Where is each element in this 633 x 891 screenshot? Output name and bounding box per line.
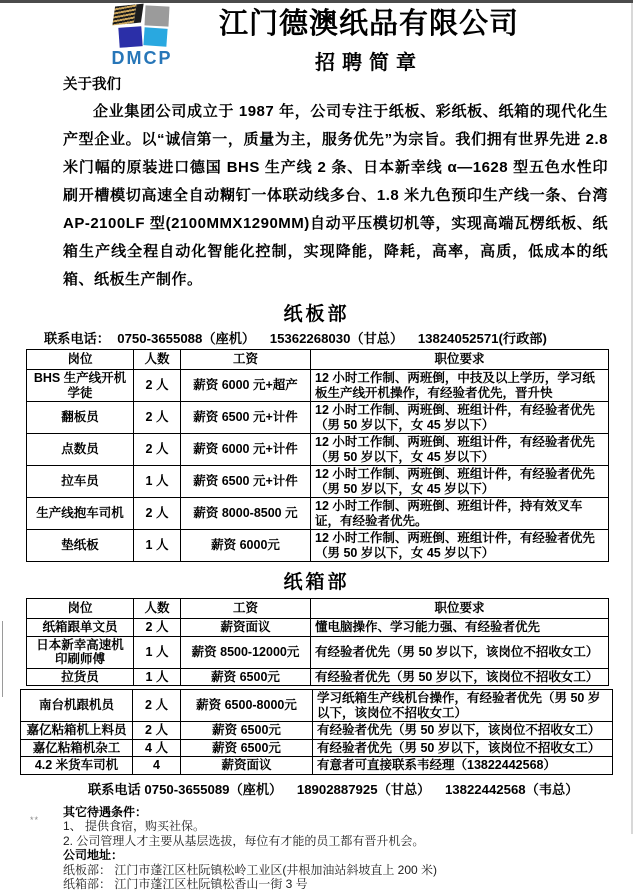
requirements-cell: 懂电脑操作、学习能力强、有经验者优先 bbox=[311, 619, 609, 637]
salary-cell: 薪资 6500元 bbox=[181, 739, 313, 757]
requirements-cell: 12 小时工作制、两班倒、班组计件，持有效叉车证，有经验者优先。 bbox=[311, 498, 609, 530]
position-cell: 垫纸板 bbox=[27, 530, 134, 562]
table-row bbox=[27, 498, 609, 530]
col-header-position: 岗位 bbox=[27, 599, 134, 619]
logo-text: DMCP bbox=[111, 48, 173, 68]
requirements-cell: 有经验者优先（男 50 岁以下，该岗位不招收女工） bbox=[311, 668, 609, 686]
headcount-cell: 1 人 bbox=[134, 530, 181, 562]
table-row bbox=[27, 370, 609, 402]
table-row bbox=[27, 466, 609, 498]
benefit-item: 1、 提供食宿，购买社保。 bbox=[63, 819, 206, 833]
table-row bbox=[21, 739, 613, 757]
requirements-cell: 学习纸箱生产线机台操作，有经验者优先（男 50 岁以下，该岗位不招收女工） bbox=[313, 690, 613, 722]
salary-cell: 薪资 8500-12000元 bbox=[181, 636, 311, 668]
position-cell: 翻板员 bbox=[27, 402, 134, 434]
requirements-cell: 有经验者优先（男 50 岁以下，该岗位不招收女工） bbox=[313, 722, 613, 740]
carton-dept-contact: 联系电话 0750-3655089（座机） 18902887925（甘总） 13822442568（韦总） bbox=[88, 781, 579, 797]
table-row bbox=[27, 530, 609, 562]
position-cell: 日本新幸高速机印刷师傅 bbox=[27, 636, 134, 668]
company-name-title: 江门德澳纸品有限公司 bbox=[218, 8, 519, 40]
benefits-heading: 其它待遇条件： bbox=[63, 804, 148, 819]
address-item: 纸板部： 江门市蓬江区杜阮镇松岭工业区(井根加油站斜坡直上 200 米) bbox=[63, 862, 438, 877]
headcount-cell: 4 bbox=[133, 757, 181, 775]
requirements-cell: 有经验者优先（男 50 岁以下，该岗位不招收女工） bbox=[311, 636, 609, 668]
table-row bbox=[27, 402, 609, 434]
logo-paper-stack-icon bbox=[112, 4, 143, 26]
headcount-cell: 2 人 bbox=[134, 498, 181, 530]
salary-cell: 薪资 6000 元+计件 bbox=[181, 434, 311, 466]
col-header-salary: 工资 bbox=[181, 599, 311, 619]
logo-gray-square bbox=[144, 5, 169, 26]
position-cell: 点数员 bbox=[27, 434, 134, 466]
position-cell: BHS 生产线开机学徒 bbox=[27, 370, 134, 402]
position-cell: 4.2 米货车司机 bbox=[21, 757, 133, 775]
table-row bbox=[27, 619, 609, 637]
salary-cell: 薪资 6500 元+计件 bbox=[181, 466, 311, 498]
requirements-cell: 有经验者优先（男 50 岁以下，该岗位不招收女工） bbox=[313, 739, 613, 757]
salary-cell: 薪资 6000元 bbox=[181, 530, 311, 562]
page-edge-artifact bbox=[2, 621, 3, 697]
position-cell: 生产线抱车司机 bbox=[27, 498, 134, 530]
salary-cell: 薪资 6500元 bbox=[181, 722, 313, 740]
position-cell: 纸箱跟单文员 bbox=[27, 619, 134, 637]
requirements-cell: 有意者可直接联系韦经理（13822442568） bbox=[313, 757, 613, 775]
headcount-cell: 4 人 bbox=[133, 739, 181, 757]
title-block bbox=[125, 3, 613, 75]
table-row bbox=[27, 434, 609, 466]
board-dept-table bbox=[26, 349, 609, 562]
position-cell: 嘉亿粘箱机杂工 bbox=[21, 739, 133, 757]
logo-mark-icon bbox=[113, 5, 171, 47]
requirements-cell: 12 小时工作制、两班倒、班组计件，有经验者优先（男 50 岁以下，女 45 岁以下） bbox=[311, 434, 609, 466]
requirements-cell: 12 小时工作制、两班倒、班组计件，有经验者优先（男 50 岁以下，女 45 岁以下） bbox=[311, 466, 609, 498]
salary-cell: 薪资 6000 元+超产 bbox=[181, 370, 311, 402]
table-header-row bbox=[27, 599, 609, 619]
headcount-cell: 1 人 bbox=[134, 466, 181, 498]
headcount-cell: 1 人 bbox=[134, 668, 181, 686]
headcount-cell: 2 人 bbox=[134, 402, 181, 434]
headcount-cell: 2 人 bbox=[134, 370, 181, 402]
salary-cell: 薪资面议 bbox=[181, 619, 311, 637]
table-row bbox=[27, 636, 609, 668]
company-logo bbox=[92, 5, 192, 69]
requirements-cell: 12 小时工作制、两班倒、班组计件，有经验者优先（男 50 岁以下，女 45 岁以下） bbox=[311, 402, 609, 434]
salary-cell: 薪资 6500元 bbox=[181, 668, 311, 686]
salary-cell: 薪资 8000-8500 元 bbox=[181, 498, 311, 530]
position-cell: 拉货员 bbox=[27, 668, 134, 686]
carton-dept-table-upper bbox=[26, 598, 609, 686]
table-row bbox=[27, 668, 609, 686]
headcount-cell: 2 人 bbox=[134, 619, 181, 637]
col-header-headcount: 人数 bbox=[134, 350, 181, 370]
col-header-requirements: 职位要求 bbox=[311, 350, 609, 370]
headcount-cell: 1 人 bbox=[134, 636, 181, 668]
col-header-headcount: 人数 bbox=[134, 599, 181, 619]
salary-cell: 薪资 6500-8000元 bbox=[181, 690, 313, 722]
about-paragraph: 企业集团公司成立于 1987 年，公司专注于纸板、彩纸板、纸箱的现代化生产型企业。以“诚信第一，质量为主，服务优先”为宗旨。我们拥有世界先进 2.8 米门幅的原装进口德国 BHS 生产线 2 条、日本新幸线 α—1628 型五色水性印刷开槽模切高速全自动糊钉一体联动线多台、1.8 米九色预印生产线一条、台湾 AP-2100LF 型(2100MMX1290MM)自动平压模切机等，实现高端瓦楞纸板、纸箱生产线全程自动化智能化控制，实现降能，降耗，高率，高质，低成本的纸箱、纸板生产制作。 bbox=[63, 103, 608, 288]
headcount-cell: 2 人 bbox=[133, 690, 181, 722]
salary-cell: 薪资 6500 元+计件 bbox=[181, 402, 311, 434]
requirements-cell: 12 小时工作制、两班倒，中技及以上学历，学习纸板生产线开机操作，有经验者优先，晋升快 bbox=[311, 370, 609, 402]
board-dept-heading: 纸板部 bbox=[283, 304, 350, 325]
position-cell: 嘉亿粘箱机上料员 bbox=[21, 722, 133, 740]
salary-cell: 薪资面议 bbox=[181, 757, 313, 775]
carton-dept-heading: 纸箱部 bbox=[283, 572, 350, 593]
requirements-cell: 12 小时工作制、两班倒、班组计件，有经验者优先（男 50 岁以下，女 45 岁以下） bbox=[311, 530, 609, 562]
header bbox=[0, 3, 633, 74]
table-row bbox=[21, 690, 613, 722]
position-cell: 拉车员 bbox=[27, 466, 134, 498]
position-cell: 南台机跟机员 bbox=[21, 690, 133, 722]
col-header-salary: 工资 bbox=[181, 350, 311, 370]
logo-navy-square bbox=[118, 26, 142, 48]
address-heading: 公司地址： bbox=[63, 848, 124, 862]
footer bbox=[63, 806, 623, 891]
headcount-cell: 2 人 bbox=[133, 722, 181, 740]
table-row bbox=[21, 757, 613, 775]
headcount-cell: 2 人 bbox=[134, 434, 181, 466]
benefit-item: 2. 公司管理人才主要从基层选拔，每位有才能的员工都有晋升机会。 bbox=[63, 833, 425, 848]
carton-dept-table-lower bbox=[20, 689, 613, 775]
logo-cyan-square bbox=[143, 27, 167, 47]
col-header-position: 岗位 bbox=[27, 350, 134, 370]
table-header-row bbox=[27, 350, 609, 370]
table-row bbox=[21, 722, 613, 740]
about-heading: 关于我们 bbox=[63, 77, 121, 93]
board-dept-contact: 联系电话： 0750-3655088（座机） 15362268030（甘总） 13824052571(行政部) bbox=[44, 331, 547, 346]
page-corner-marks: ** bbox=[30, 815, 40, 825]
col-header-requirements: 职位要求 bbox=[311, 599, 609, 619]
doc-subtitle: 招聘简章 bbox=[315, 52, 423, 74]
address-item: 纸箱部： 江门市蓬江区杜阮镇松香山一街 3 号 bbox=[63, 877, 308, 891]
